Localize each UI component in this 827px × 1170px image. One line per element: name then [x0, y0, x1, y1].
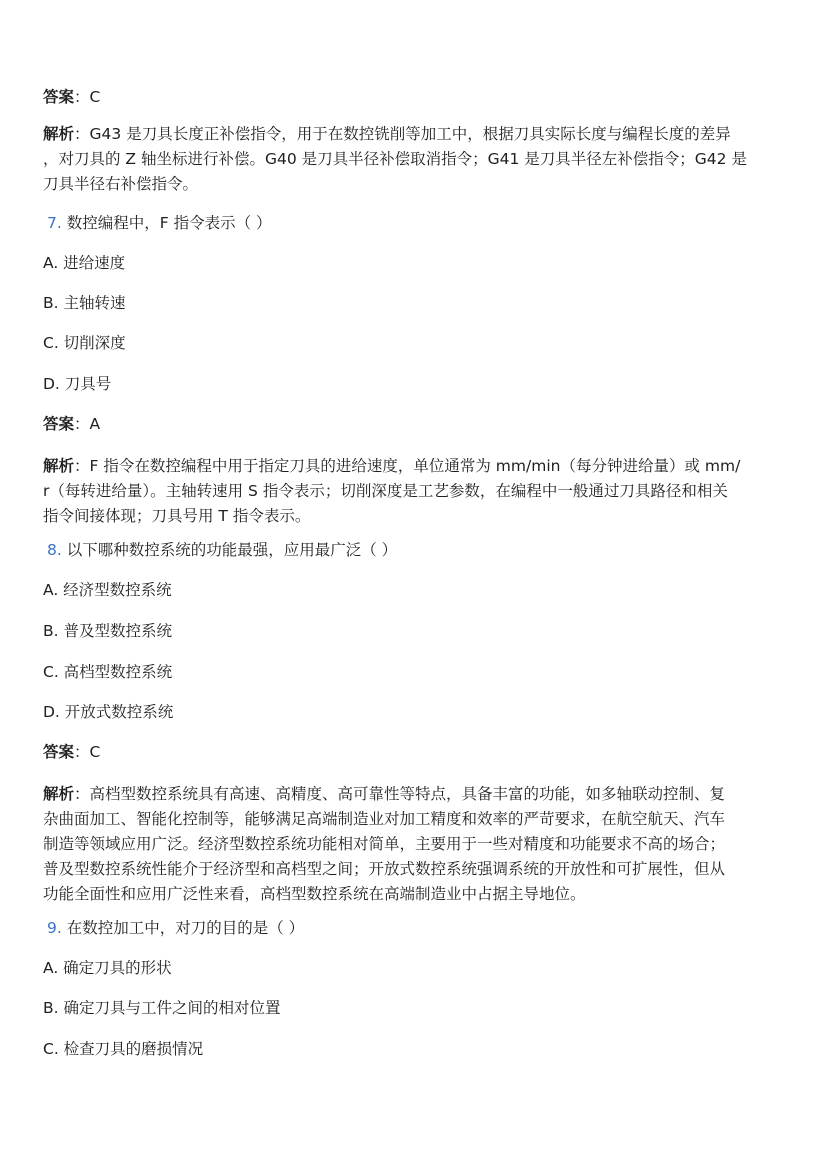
analysis-paragraph	[43, 122, 788, 197]
question-8	[43, 538, 792, 563]
question-9	[43, 916, 792, 941]
answer-value: A	[89, 415, 101, 433]
option-d: D. 刀具号	[43, 375, 112, 393]
answer-separator: ：	[74, 415, 90, 433]
question-number: 8.	[47, 541, 62, 559]
answer-line	[43, 740, 788, 765]
option-d: D. 开放式数控系统	[43, 703, 174, 721]
question-text: 以下哪种数控系统的功能最强，应用最广泛（ ）	[66, 541, 398, 559]
analysis-text: F 指令在数控编程中用于指定刀具的进给速度，单位通常为 mm/min（每分钟进给量）或 mm/	[89, 457, 741, 475]
answer-line	[43, 85, 788, 110]
analysis-line	[43, 782, 788, 807]
analysis-line: ，对刀具的 Z 轴坐标进行补偿。G40 是刀具半径补偿取消指令；G41 是刀具半径左补偿指令；G42 是	[43, 150, 747, 168]
analysis-line	[43, 122, 788, 147]
question-number: 9.	[47, 919, 62, 937]
analysis-line: 普及型数控系统性能介于经济型和高档型之间；开放式数控系统强调系统的开放性和可扩展性，但从	[43, 860, 726, 878]
analysis-line	[43, 454, 788, 479]
answer-line	[43, 412, 788, 437]
option-b: B. 确定刀具与工件之间的相对位置	[43, 999, 281, 1017]
analysis-paragraph	[43, 454, 788, 529]
analysis-label: 解析	[43, 125, 75, 143]
analysis-text: 高档型数控系统具有高速、高精度、高可靠性等特点，具备丰富的功能，如多轴联动控制、复	[89, 785, 726, 803]
answer-label: 答案	[43, 743, 75, 761]
analysis-label: 解析	[43, 457, 75, 475]
question-number: 7.	[47, 214, 62, 232]
option-a: A. 确定刀具的形状	[43, 959, 172, 977]
answer-value: C	[89, 743, 101, 761]
analysis-line: 制造等领域应用广泛。经济型数控系统功能相对简单，主要用于一些对精度和功能要求不高的场合；	[43, 835, 726, 853]
answer-value: C	[89, 88, 101, 106]
option-a: A. 经济型数控系统	[43, 581, 172, 599]
analysis-line: r（每转进给量）。主轴转速用 S 指令表示；切削深度是工艺参数，在编程中一般通过刀具路径和相关	[43, 482, 728, 500]
answer-label: 答案	[43, 88, 75, 106]
analysis-separator: ：	[74, 457, 90, 475]
answer-separator: ：	[74, 743, 90, 761]
analysis-line: 功能全面性和应用广泛性来看，高档型数控系统在高端制造业中占据主导地位。	[43, 885, 586, 903]
option-c: C. 切削深度	[43, 334, 126, 352]
analysis-text: G43 是刀具长度正补偿指令，用于在数控铣削等加工中，根据刀具实际长度与编程长度的差异	[89, 125, 731, 143]
answer-separator: ：	[74, 88, 90, 106]
analysis-line: 杂曲面加工、智能化控制等，能够满足高端制造业对加工精度和效率的严苛要求，在航空航天、汽车	[43, 810, 726, 828]
analysis-separator: ：	[74, 125, 90, 143]
answer-label: 答案	[43, 415, 75, 433]
option-c: C. 检查刀具的磨损情况	[43, 1040, 204, 1058]
analysis-paragraph	[43, 782, 788, 907]
question-text: 数控编程中，F 指令表示（ ）	[66, 214, 272, 232]
option-b: B. 普及型数控系统	[43, 622, 172, 640]
question-7	[43, 211, 792, 236]
analysis-separator: ：	[74, 785, 90, 803]
option-c: C. 高档型数控系统	[43, 663, 173, 681]
option-a: A. 进给速度	[43, 254, 126, 272]
analysis-label: 解析	[43, 785, 75, 803]
option-b: B. 主轴转速	[43, 294, 126, 312]
question-text: 在数控加工中，对刀的目的是（ ）	[66, 919, 305, 937]
analysis-line: 指令间接体现；刀具号用 T 指令表示。	[43, 507, 311, 525]
analysis-line: 刀具半径右补偿指令。	[43, 175, 199, 193]
